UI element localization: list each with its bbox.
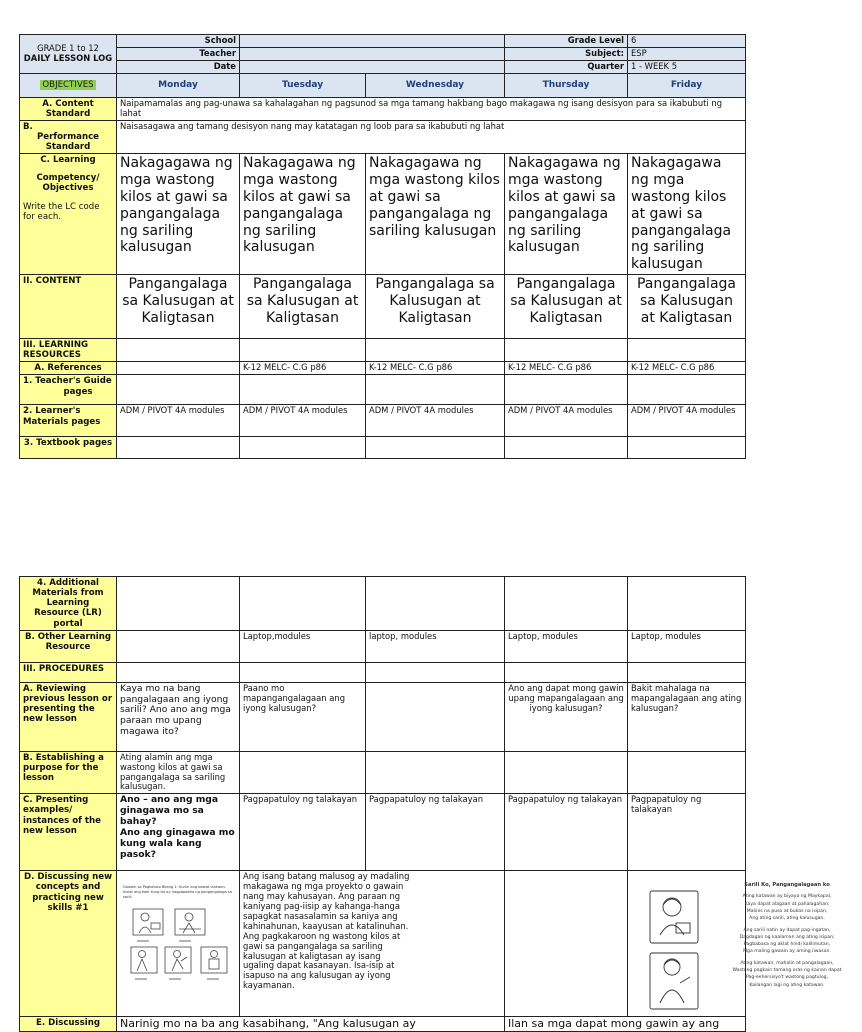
poem-line: Ang sarili natin ay dapat pag-ingatan, <box>743 927 831 933</box>
competency-friday: Nakagagawa ng mga wastong kilos at gawi sa pangangalaga ng sariling kalusugan <box>628 154 746 275</box>
reviewing-monday: Kaya mo na bang pangalagaan ang iyong sarili? Ano ano ang mga paraan mo upang magawa ito? <box>117 682 240 751</box>
teacher-label: Teacher <box>117 47 240 60</box>
lesson-log-table-top <box>19 34 746 459</box>
school-field[interactable] <box>240 35 505 48</box>
learners-wednesday: ADM / PIVOT 4A modules <box>366 405 505 437</box>
references-tuesday: K-12 MELC- C.G p86 <box>240 362 366 375</box>
log-title-cell <box>20 35 117 74</box>
poem-line: Kailangan lagi ng ating katawan. <box>749 982 825 988</box>
poem-line: Mga maling gawain ay aming iiwasan. <box>743 949 831 955</box>
other-thursday: Laptop, modules <box>505 630 628 662</box>
performance-standard-text: Naisasagawa ang tamang desisyon nang may katatagan ng loob para sa ikabubuti ng lahat <box>117 121 746 154</box>
reviewing-tuesday: Paano mo mapangangalagaan ang iyong kalusugan? <box>240 682 366 751</box>
teachers-guide-label-2: pages <box>63 386 93 397</box>
learners-materials-label: 2. Learner's Materials pages <box>20 405 117 437</box>
day-header-tuesday: Tuesday <box>240 73 366 97</box>
day-header-wednesday: Wednesday <box>366 73 505 97</box>
presenting-tuesday: Pagpapatuloy ng talakayan <box>240 794 366 871</box>
subject-value[interactable]: ESP <box>628 47 746 60</box>
content-label: II. CONTENT <box>20 275 117 339</box>
learners-monday: ADM / PIVOT 4A modules <box>117 405 240 437</box>
poem-line: Pag-eehersisyo't wastong pagtulog, <box>745 975 829 981</box>
subject-label: Subject: <box>505 47 628 60</box>
poem-title: Sarili Ko, Pangangalagaan ko <box>744 882 830 889</box>
content-monday: Pangangalaga sa Kalusugan at Kaligtasan <box>117 275 240 339</box>
presenting-friday: Pagpapatuloy ng talakayan <box>628 794 746 871</box>
quarter-label: Quarter <box>505 60 628 73</box>
date-field[interactable] <box>240 60 505 73</box>
poem-block <box>712 881 862 988</box>
references-friday: K-12 MELC- C.G p86 <box>628 362 746 375</box>
poem-line: Ating katawan, mahalin at pangalagaan, <box>740 961 834 967</box>
date-label: Date <box>117 60 240 73</box>
competency-label-1: C. Learning <box>40 155 96 166</box>
poem-line: Ating katawan ay biyaya ng Maykapal, <box>742 894 832 900</box>
content-standard-text: Naipamamalas ang pag-unawa sa kahalagahan ng pagsunod sa mga tamang hakbang bago makagawa ng isang desisyon para sa ikabubuti ng lahat <box>117 97 746 120</box>
children-illustration <box>646 885 716 1015</box>
competency-label-2: Competency/ Objectives <box>36 172 100 193</box>
other-monday <box>117 630 240 662</box>
performance-label-text: Performance Standard <box>36 132 100 153</box>
competency-wednesday: Nakagagawa ng mga wastong kilos at gawi sa pangangalaga ng sariling kalusugan <box>366 154 505 275</box>
discussing-2-thursday: Ilan sa mga dapat mong gawin ay ang <box>505 1017 746 1032</box>
worksheet-heading: Gawain sa Pagkatuto Bilang 1: Suriin ang bawat larawan. Isulat ang tsek kung ito ay nagpapakita ng pangangalaga sa sarili. <box>123 885 232 899</box>
performance-label-letter: B. <box>23 122 33 132</box>
teachers-guide-label-1: 1. Teacher's Guide <box>23 376 112 387</box>
quarter-value[interactable]: 1 - WEEK 5 <box>628 60 746 73</box>
learners-friday: ADM / PIVOT 4A modules <box>628 405 746 437</box>
learning-resources-label: III. LEARNING RESOURCES <box>20 339 117 362</box>
lesson-log-table-bottom <box>19 576 842 1032</box>
performance-standard-label <box>20 121 117 154</box>
poem-line: Kaya dapat alagaan at pahalagahan; <box>744 901 830 907</box>
reviewing-thursday: Ano ang dapat mong gawin upang mapangalagaan ang iyong kalusugan? <box>505 682 628 751</box>
poem-line: Pagbabasa ng aklat hindi kalilimutan, <box>743 942 831 948</box>
other-tuesday: Laptop,modules <box>240 630 366 662</box>
reviewing-wednesday <box>366 682 505 751</box>
discussing-tuesday: Ang isang batang malusog ay madaling makagawa ng mga proyekto o gawain nang may kahusayan. Ang paraan ng kaniyang pag-iisip ay kahanga-hanga sapagkat nasasalamin sa kaniya ang kahinahunan, kaayusan at katalinuhan. Ang pagkakaroon ng wastong kilos at gawi sa pangangalaga sa sariling kalusugan at kaligtasan ay isang ugaling dapat kasanayan. Isa-isip at isapuso na ang kalusugan ay iyong kayamanan. <box>240 871 505 1017</box>
learners-tuesday: ADM / PIVOT 4A modules <box>240 405 366 437</box>
objectives-header <box>20 73 117 97</box>
competency-thursday: Nakagagawa ng mga wastong kilos at gawi sa pangangalaga ng sariling kalusugan <box>505 154 628 275</box>
competency-monday: Nakagagawa ng mga wastong kilos at gawi sa pangangalaga ng sariling kalusugan <box>117 154 240 275</box>
references-thursday: K-12 MELC- C.G p86 <box>505 362 628 375</box>
other-wednesday: laptop, modules <box>366 630 505 662</box>
presenting-thursday: Pagpapatuloy ng talakayan <box>505 794 628 871</box>
establishing-label: B. Establishing a purpose for the lesson <box>20 751 117 794</box>
content-standard-label: A. Content Standard <box>20 97 117 120</box>
presenting-monday <box>117 794 240 871</box>
grade-range: GRADE 1 to 12 <box>37 42 99 53</box>
poem-line: Ang ating sarili, ating kalusugan. <box>749 915 825 921</box>
reviewing-friday: Bakit mahalaga na mapangalagaan ang ating kalusugan? <box>628 682 746 751</box>
references-wednesday: K-12 MELC- C.G p86 <box>366 362 505 375</box>
learners-thursday: ADM / PIVOT 4A modules <box>505 405 628 437</box>
content-tuesday: Pangangalaga sa Kalusugan at Kaligtasan <box>240 275 366 339</box>
day-header-friday: Friday <box>628 73 746 97</box>
other-resource-label: B. Other Learning Resource <box>20 630 117 662</box>
procedures-label: III. PROCEDURES <box>20 662 117 682</box>
presenting-label: C. Presenting examples/ instances of the new lesson <box>20 794 117 871</box>
discussing-2-monday: Narinig mo na ba ang kasabihang, "Ang kalusugan ay <box>117 1017 505 1032</box>
worksheet-image-monday <box>117 871 240 1017</box>
poem-line: Wastong pagkain tamang oras ng kainan dapat <box>732 968 842 974</box>
objectives-label: OBJECTIVES <box>42 80 94 91</box>
content-thursday: Pangangalaga sa Kalusugan at Kaligtasan <box>505 275 628 339</box>
teacher-field[interactable] <box>240 47 505 60</box>
presenting-monday-q2: Ano ang ginagawa mo kung wala kang pasok? <box>120 826 235 860</box>
presenting-monday-q1: Ano – ano ang mga ginagawa mo sa bahay? <box>120 794 219 828</box>
content-wednesday: Pangangalaga sa Kalusugan at Kaligtasan <box>366 275 505 339</box>
school-label: School <box>117 35 240 48</box>
log-title: DAILY LESSON LOG <box>23 52 113 63</box>
competency-tuesday: Nakagagawa ng mga wastong kilos at gawi sa pangangalaga ng sariling kalusugan <box>240 154 366 275</box>
establishing-monday: Ating alamin ang mga wastong kilos at gawi sa pangangalaga sa sariling kalusugan. <box>117 751 240 794</box>
discussing-2-label: E. Discussing <box>20 1017 117 1032</box>
other-friday: Laptop, modules <box>628 630 746 662</box>
poem-worksheet-image <box>628 871 842 1017</box>
teachers-guide-label <box>20 375 117 405</box>
day-header-thursday: Thursday <box>505 73 628 97</box>
content-friday: Pangangalaga sa Kalusugan at Kaligtasan <box>628 275 746 339</box>
references-label: A. References <box>20 362 117 375</box>
grade-level-label: Grade Level <box>505 35 628 48</box>
discussing-label: D. Discussing new concepts and practicing new skills #1 <box>20 871 117 1017</box>
poem-line: Dagdagan ng kaalaman ang ating isipan; <box>739 934 835 940</box>
references-monday <box>117 362 240 375</box>
competency-label-3: Write the LC code for each. <box>23 201 100 222</box>
presenting-wednesday: Pagpapatuloy ng talakayan <box>366 794 505 871</box>
textbook-label: 3. Textbook pages <box>20 437 117 459</box>
day-header-monday: Monday <box>117 73 240 97</box>
reviewing-label: A. Reviewing previous lesson or presenting the new lesson <box>20 682 117 751</box>
poem-line: Malinis na puso at bukas na isipan, <box>746 908 828 914</box>
additional-materials-label: 4. Additional Materials from Learning Resource (LR) portal <box>20 577 117 631</box>
worksheet-illustrations <box>117 899 238 999</box>
grade-level-value[interactable]: 6 <box>628 35 746 48</box>
competency-label <box>20 154 117 275</box>
